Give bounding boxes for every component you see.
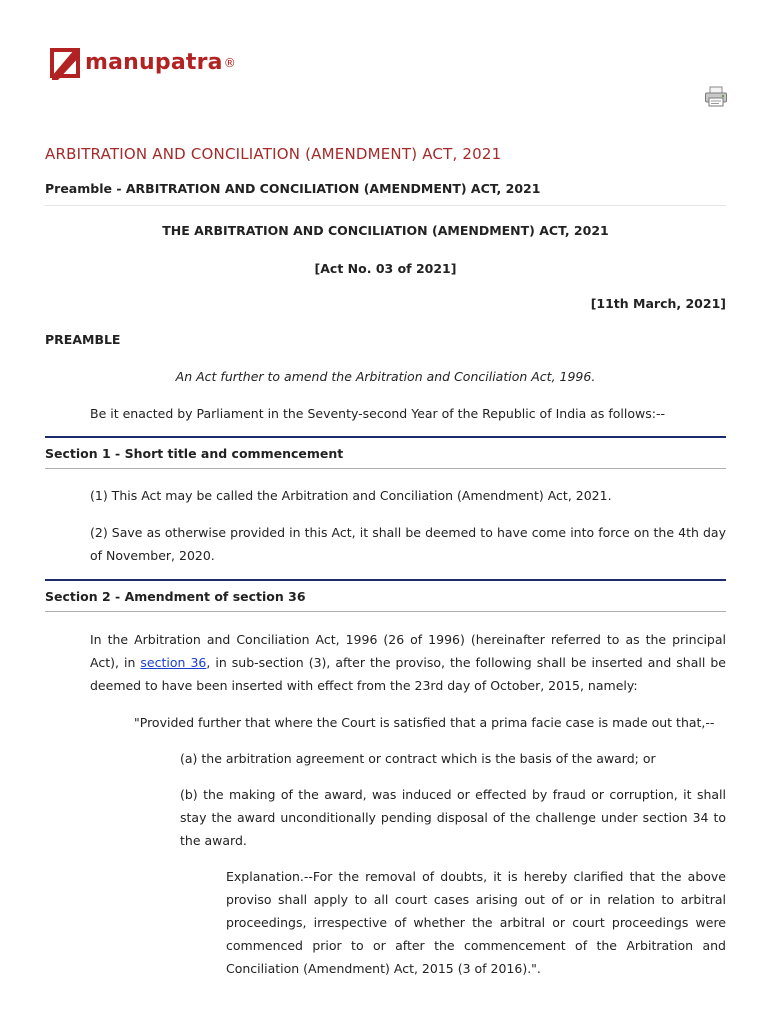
section-1-para-2	[90, 521, 726, 567]
brand-name: manupatra	[85, 50, 223, 75]
preamble-label: PREAMBLE	[45, 332, 121, 347]
section-2-title: Section 2 - Amendment of section 36	[45, 589, 306, 604]
long-title: An Act further to amend the Arbitration and Conciliation Act, 1996.	[175, 369, 596, 384]
registered-mark: ®	[223, 56, 236, 70]
section-1-title: Section 1 - Short title and commencement	[45, 446, 344, 461]
divider	[45, 205, 726, 206]
explanation: Explanation.--For the removal of doubts, it is hereby clarified that the above proviso shall apply to all court cases arising out of or in relation to arbitral proceedings, irrespective of whether the arbitral or court proceedings were commenced prior to or after the commencement of the Arbitration and Conciliation (Amendment) Act, 2015 (3 of 2016).".	[226, 869, 726, 976]
clause-a: (a) the arbitration agreement or contract which is the basis of the award; or	[180, 751, 656, 766]
act-number: [Act No. 03 of 2021]	[314, 261, 457, 276]
preamble-heading: Preamble - ARBITRATION AND CONCILIATION (AMENDMENT) ACT, 2021	[45, 181, 541, 196]
act-name: THE ARBITRATION AND CONCILIATION (AMENDMENT) ACT, 2021	[162, 223, 609, 238]
document-title: ARBITRATION AND CONCILIATION (AMENDMENT) ACT, 2021	[45, 145, 502, 163]
manupatra-logo[interactable]	[50, 46, 236, 80]
enacting-clause: Be it enacted by Parliament in the Seventy-second Year of the Republic of India as follows:--	[90, 406, 665, 421]
proviso: "Provided further that where the Court is satisfied that a prima facie case is made out that,--	[134, 715, 715, 730]
section-2-intro	[90, 628, 726, 697]
section-2-intro-before: In the Arbitration and Conciliation Act, 1996 (26 of 1996) (hereinafter referred to as the principal Act), in	[90, 632, 726, 670]
manupatra-logo-icon	[50, 46, 80, 80]
clause-b: (b) the making of the award, was induced or effected by fraud or corruption, it shall stay the award unconditionally pending disposal of the challenge under section 34 to the award.	[180, 787, 726, 848]
section-divider	[45, 579, 726, 581]
section-divider	[45, 611, 726, 612]
section-divider	[45, 468, 726, 469]
section-2-intro-after: , in sub-section (3), after the proviso, the following shall be inserted and shall be deemed to have been inserted with effect from the 23rd day of October, 2015, namely:	[90, 655, 726, 693]
act-date: [11th March, 2021]	[590, 296, 726, 311]
section-divider	[45, 436, 726, 438]
section-1-para-2-text: (2) Save as otherwise provided in this Act, it shall be deemed to have come into force on the 4th day of November, 2020.	[90, 525, 726, 563]
section-36-link[interactable]: section 36	[140, 655, 207, 670]
section-1-para-1: (1) This Act may be called the Arbitration and Conciliation (Amendment) Act, 2021.	[90, 488, 612, 503]
print-icon[interactable]	[704, 86, 728, 108]
